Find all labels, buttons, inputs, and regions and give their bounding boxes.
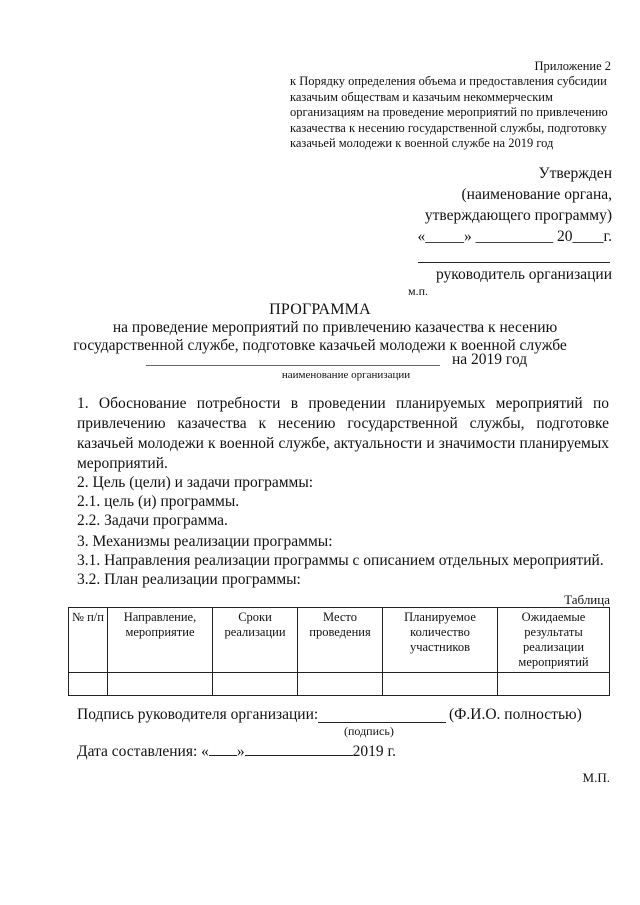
col-place: Место проведения (298, 608, 383, 673)
annex-line: организациям на проведение мероприятий по привлечению (290, 105, 608, 119)
annex-line: казачьим обществам и казачьим некоммерческим (290, 89, 553, 104)
head-role-label: руководитель организации (435, 266, 612, 283)
table-cell (108, 673, 213, 696)
annex-title: Приложение 2 (534, 59, 611, 73)
section-2-1: 2.1. цель (и) программы. (77, 493, 240, 510)
approving-org-label-2: утверждающего программу) (424, 207, 612, 224)
section-2-2: 2.2. Задачи программа. (77, 512, 228, 529)
date-quote-close: » (236, 743, 245, 760)
approval-block (418, 163, 612, 247)
section-3-1: 3.1. Направления реализации программы с описанием отдельных мероприятий. (77, 552, 604, 569)
section-2-heading: 2. Цель (цели) и задачи программы: (77, 474, 314, 491)
signature-label: Подпись руководителя организации: (77, 706, 319, 723)
table-cell (69, 673, 108, 696)
section-3-2: 3.2. План реализации программы: (77, 571, 301, 588)
col-participants: Планируемое количество участников (383, 608, 498, 673)
col-number: № п/п (69, 608, 108, 673)
col-terms: Сроки реализации (213, 608, 298, 673)
annex-line: к Порядку определения объема и предоставления субсидии (290, 74, 607, 88)
table-row (69, 673, 610, 696)
date-label: Дата составления: « (77, 743, 209, 760)
head-signature-line (418, 262, 610, 263)
signature-caption: (подпись) (344, 724, 394, 738)
approving-org-label: (наименование органа, (461, 186, 612, 203)
table-cell (383, 673, 498, 696)
program-year: на 2019 год (452, 351, 528, 368)
col-results: Ожидаемые результаты реализации мероприятий (498, 608, 610, 673)
compilation-date (77, 740, 396, 761)
section-1-text: 1. Обоснование потребности в проведении планируемых мероприятий по привлечению казачества к несению государственной службы, подготовке казачьей молодежи к военной службе, актуальности и значимости планируемых мероприятий. (77, 395, 609, 472)
full-name-label: (Ф.И.О. полностью) (449, 706, 582, 723)
table-caption: Таблица (564, 592, 610, 607)
day-blank (209, 740, 237, 756)
approved-label: Утвержден (538, 165, 612, 182)
approval-date: «_____» __________ 20____г. (417, 228, 612, 245)
table-cell (298, 673, 383, 696)
date-year: 2019 г. (352, 743, 396, 760)
signature-line (318, 722, 446, 723)
table-cell (498, 673, 610, 696)
organization-name-line (146, 365, 440, 366)
stamp-place-footer: М.П. (582, 770, 610, 785)
table-cell (213, 673, 298, 696)
annex-line: казачьей молодежи к военной службе на 2019 год (290, 136, 554, 150)
table-header-row (69, 608, 610, 673)
plan-table (68, 607, 610, 696)
annex-reference (290, 74, 620, 152)
organization-caption: наименование организации (281, 369, 411, 381)
annex-line: казачества к несению государственной службы, подготовку (290, 120, 607, 135)
section-3-heading: 3. Механизмы реализации программы: (77, 533, 333, 550)
col-direction: Направление, мероприятие (108, 608, 213, 673)
program-subtitle-1: на проведение мероприятий по привлечению казачества к несению (112, 319, 558, 336)
program-subtitle-2: государственной службе, подготовке казачьей молодежи к военной службе (73, 337, 567, 354)
stamp-place-label: м.п. (408, 284, 429, 298)
program-title: ПРОГРАММА (269, 301, 371, 318)
month-blank (245, 740, 353, 756)
